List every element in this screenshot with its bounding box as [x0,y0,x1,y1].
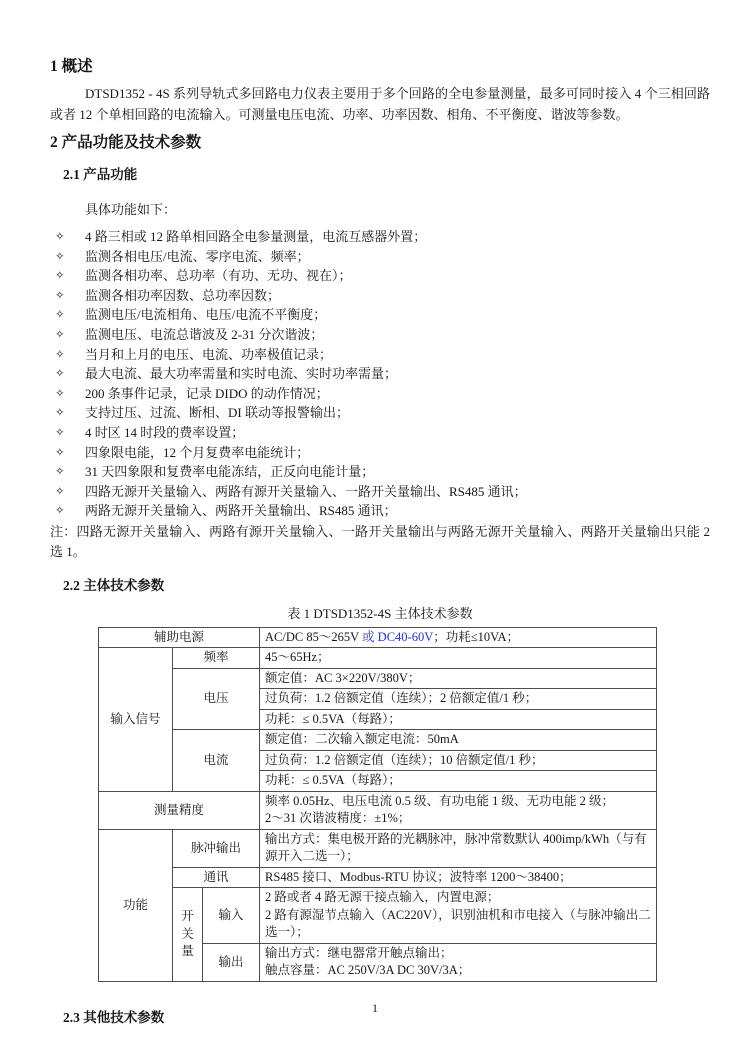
switch-output-line-1: 输出方式：继电器常开触点输出； [265,945,453,960]
diamond-bullet-icon: ✧ [55,248,65,263]
feature-text: 支持过压、过流、断相、DI 联动等报警输出； [85,405,349,421]
comm-label: 通讯 [173,867,260,888]
current-rated-value: 额定值：二次输入额定电流：50mA [260,730,657,751]
feature-text: 监测电压、电流总谐波及 2-31 分次谐波； [85,326,324,342]
input-signal-label: 输入信号 [99,648,173,792]
current-label: 电流 [173,730,260,792]
diamond-bullet-icon: ✧ [55,405,65,420]
switch-input-label: 输入 [203,888,260,944]
switching-label: 开关量 [173,888,203,982]
feature-item [55,501,710,521]
diamond-bullet-icon: ✧ [55,503,65,518]
features-note: 注：四路无源开关量输入、两路有源开关量输入、一路开关量输出与两路无源开关量输入、两路开关量输出只能 2 选 1。 [50,523,710,560]
feature-text: 监测各相电压/电流、零序电流、频率； [85,248,310,264]
switch-input-line-2: 2 路有源湿节点输入（AC220V），识别油机和市电接入（与脉冲输出二选一）； [265,907,651,940]
switch-input-line-1: 2 路或者 4 路无源干接点输入，内置电源； [265,890,500,905]
table-row [99,627,657,648]
feature-item [55,227,710,247]
table-row [99,730,657,751]
voltage-rated-value: 额定值：AC 3×220V/380V； [260,668,657,689]
diamond-bullet-icon: ✧ [55,326,65,341]
current-overload-value: 过负荷：1.2 倍额定值（连续）；10 倍额定值/1 秒； [260,750,657,771]
diamond-bullet-icon: ✧ [55,287,65,302]
feature-item [55,423,710,443]
diamond-bullet-icon: ✧ [55,464,65,479]
table-row [99,888,657,944]
feature-text: 4 时区 14 时段的费率设置； [85,424,245,440]
feature-item [55,403,710,423]
diamond-bullet-icon: ✧ [55,307,65,322]
table-row [99,648,657,669]
feature-item [55,443,710,463]
feature-item [55,364,710,384]
feature-text: 当月和上月的电压、电流、功率极值记录； [85,346,333,362]
aux-power-value [260,627,657,648]
feature-text: 监测各相功率、总功率（有功、无功、视在）； [85,268,352,284]
feature-text: 四象限电能，12 个月复费率电能统计； [85,444,310,460]
feature-text: 4 路三相或 12 路单相回路全电参量测量，电流互感器外置； [85,229,427,244]
section-2-2-heading: 2.2 主体技术参数 [63,577,165,593]
diamond-bullet-icon: ✧ [55,424,65,439]
feature-item [55,247,710,267]
current-power-value: 功耗：≤ 0.5VA（每路）； [260,771,657,792]
switch-output-line-2: 触点容量：AC 250V/3A DC 30V/3A； [265,963,471,978]
table-row [99,867,657,888]
pulse-output-label: 脉冲输出 [173,829,260,867]
feature-text: 四路无源开关量输入、两路有源开关量输入、一路开关量输出、RS485 通讯； [85,483,527,499]
section-2-3-heading: 2.3 其他技术参数 [63,1009,165,1025]
frequency-value: 45～65Hz； [260,648,657,669]
feature-item [55,384,710,404]
voltage-label: 电压 [173,668,260,730]
feature-item [55,286,710,306]
overview-paragraph: DTSD1352 - 4S 系列导轨式多回路电力仪表主要用于多个回路的全电参量测量，最多可同时接入 4 个三相回路或者 12 个单相回路的电流输入。可测量电压电流、功率、功率因数、相角、不平衡度、谐波等参数。 [50,86,710,122]
diamond-bullet-icon: ✧ [55,229,65,243]
feature-text: 监测各相功率因数、总功率因数； [85,287,281,303]
feature-item [55,325,710,345]
feature-text: 两路无源开关量输入、两路开关量输出、RS485 通讯； [85,503,397,519]
feature-text: 200 条事件记录，记录 DIDO 的动作情况； [85,385,329,401]
table-row [99,829,657,867]
pulse-output-value: 输出方式：集电极开路的光耦脉冲，脉冲常数默认 400imp/kWh（与有源开入二选一）； [260,829,657,867]
diamond-bullet-icon: ✧ [55,385,65,400]
accuracy-value [260,791,657,829]
diamond-bullet-icon: ✧ [55,366,65,381]
accuracy-label: 测量精度 [99,791,260,829]
page-number: 1 [372,1001,378,1015]
section-2-1-heading: 2.1 产品功能 [63,167,138,182]
voltage-power-value: 功耗：≤ 0.5VA（每路）； [260,709,657,730]
feature-list [55,227,710,521]
feature-text: 31 天四象限和复费率电能冻结，正反向电能计量； [85,464,375,480]
table-caption: 表 1 DTSD1352-4S 主体技术参数 [287,605,473,621]
diamond-bullet-icon: ✧ [55,483,65,498]
voltage-overload-value: 过负荷：1.2 倍额定值（连续）；2 倍额定值/1 秒； [260,689,657,710]
features-intro: 具体功能如下： [85,202,177,217]
diamond-bullet-icon: ✧ [55,268,65,283]
feature-item [55,462,710,482]
aux-value-pre: AC/DC 85～265V [265,629,363,644]
aux-power-label: 辅助电源 [99,627,260,648]
switch-output-label: 输出 [203,943,260,981]
diamond-bullet-icon: ✧ [55,444,65,459]
feature-item [55,305,710,325]
section-1-heading: 1 概述 [50,58,93,75]
feature-item [55,345,710,365]
table-row [99,668,657,689]
accuracy-line-1: 频率 0.05Hz、电压电流 0.5 级、有功电能 1 级、无功电能 2 级； [265,793,614,808]
feature-item [55,482,710,502]
switch-input-value [260,888,657,944]
feature-text: 最大电流、最大功率需量和实时电流、实时功率需量； [85,366,398,382]
spec-table [98,627,657,982]
aux-value-post: ；功耗≤10VA； [433,629,520,644]
diamond-bullet-icon: ✧ [55,346,65,361]
feature-text: 监测电压/电流相角、电压/电流不平衡度； [85,307,327,323]
feature-item [55,266,710,286]
accuracy-line-2: 2～31 次谐波精度：±1%； [265,811,411,826]
table-row [99,791,657,829]
aux-value-dc-range: 或 DC40-60V [362,629,434,644]
switch-output-value [260,943,657,981]
frequency-label: 频率 [173,648,260,669]
function-label: 功能 [99,829,173,981]
comm-value: RS485 接口、Modbus-RTU 协议；波特率 1200～38400； [260,867,657,888]
section-2-heading: 2 产品功能及技术参数 [50,134,202,151]
